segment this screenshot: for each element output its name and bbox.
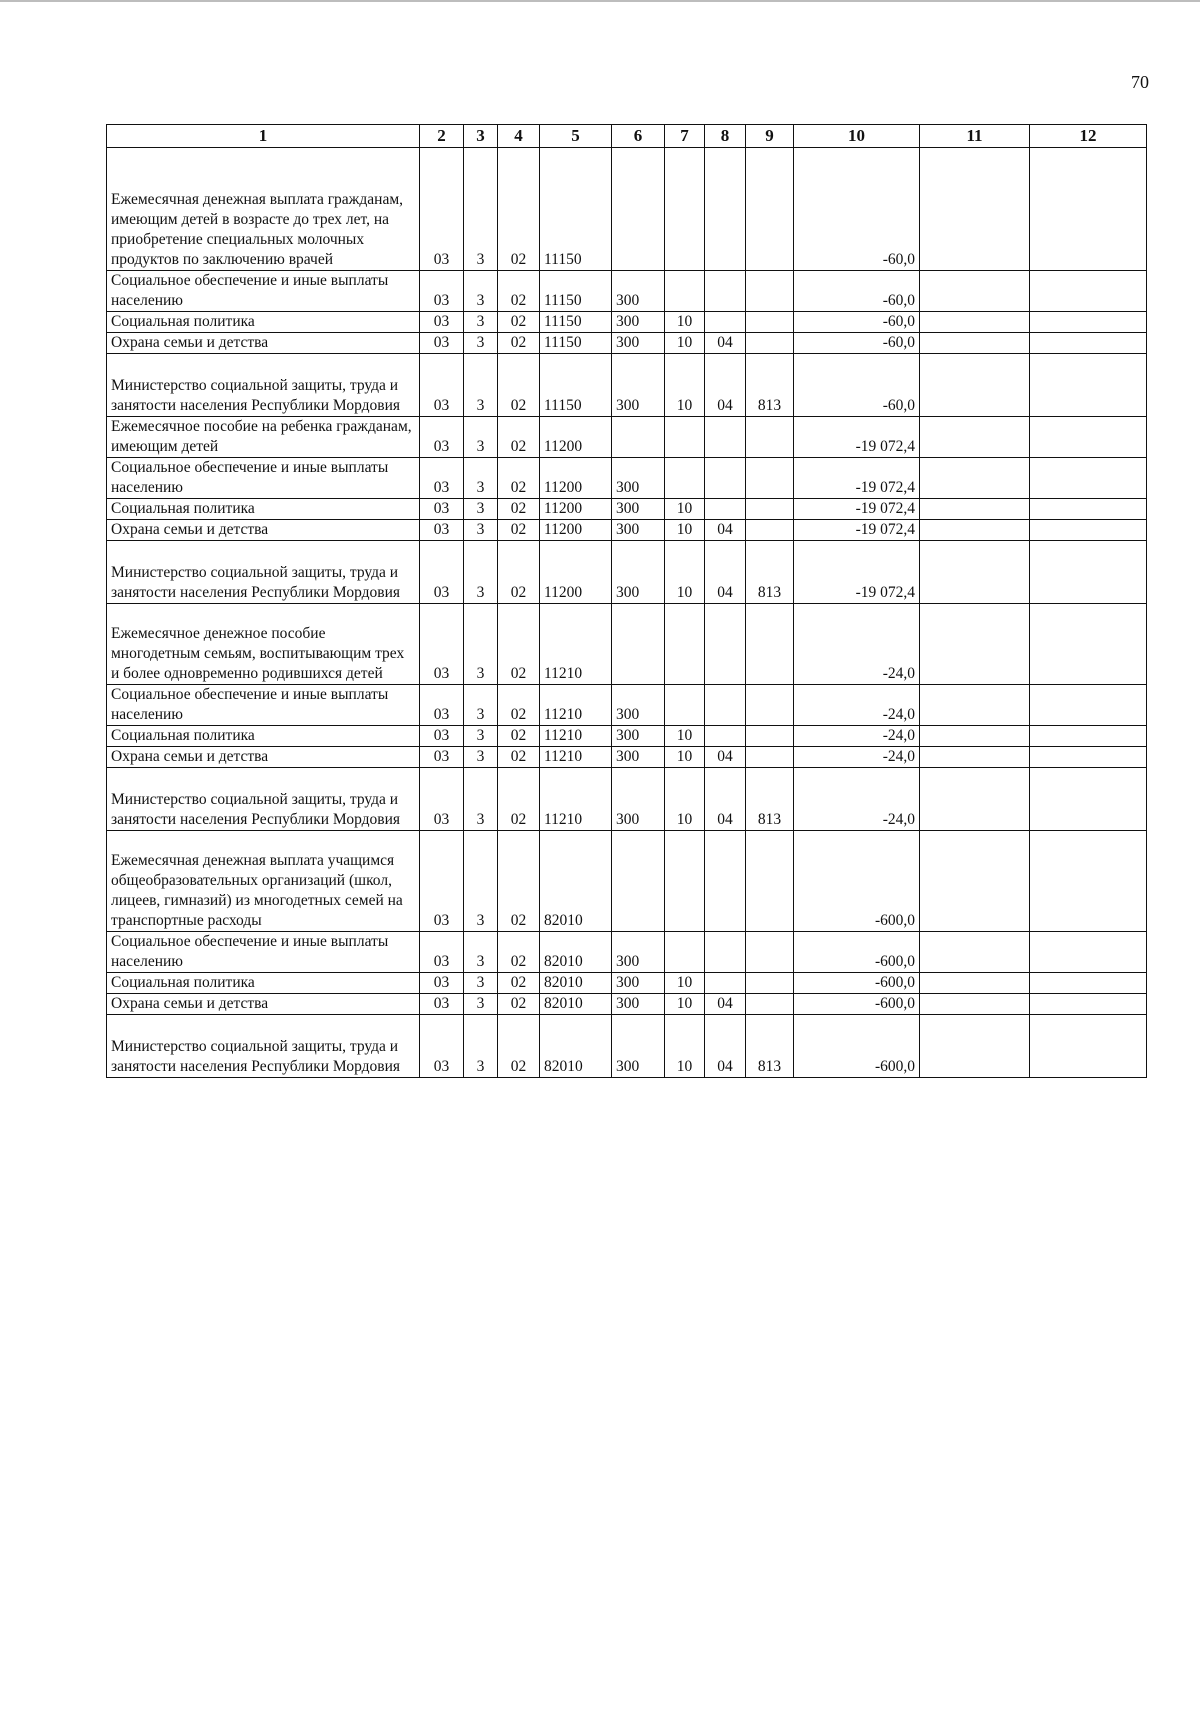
cell-col4: 02 <box>498 747 540 768</box>
cell-col5: 11200 <box>540 417 612 458</box>
cell-col4: 02 <box>498 604 540 685</box>
cell-col7: 10 <box>665 1015 705 1078</box>
cell-col4: 02 <box>498 520 540 541</box>
cell-col10: -60,0 <box>794 354 920 417</box>
cell-col12 <box>1030 417 1147 458</box>
cell-col4: 02 <box>498 768 540 831</box>
table-row <box>107 148 1147 271</box>
cell-col5: 11200 <box>540 458 612 499</box>
cell-col3: 3 <box>464 148 498 271</box>
cell-col3: 3 <box>464 932 498 973</box>
cell-col12 <box>1030 994 1147 1015</box>
cell-col7: 10 <box>665 520 705 541</box>
row-name: Министерство социальной защиты, труда и занятости населения Республики Мордовия <box>107 541 420 604</box>
cell-col6: 300 <box>612 458 665 499</box>
cell-col3: 3 <box>464 747 498 768</box>
cell-col2: 03 <box>420 541 464 604</box>
cell-col8 <box>705 271 746 312</box>
cell-col4: 02 <box>498 1015 540 1078</box>
cell-col3: 3 <box>464 271 498 312</box>
column-header-3: 3 <box>464 125 498 148</box>
cell-col11 <box>920 768 1030 831</box>
cell-col5: 11210 <box>540 768 612 831</box>
table-row <box>107 458 1147 499</box>
cell-col2: 03 <box>420 685 464 726</box>
cell-col3: 3 <box>464 312 498 333</box>
cell-col6: 300 <box>612 932 665 973</box>
cell-col6: 300 <box>612 333 665 354</box>
cell-col9: 813 <box>746 1015 794 1078</box>
cell-col10: -60,0 <box>794 148 920 271</box>
cell-col9 <box>746 747 794 768</box>
cell-col7: 10 <box>665 354 705 417</box>
cell-col2: 03 <box>420 333 464 354</box>
cell-col8 <box>705 685 746 726</box>
cell-col6: 300 <box>612 499 665 520</box>
cell-col10: -600,0 <box>794 932 920 973</box>
cell-col12 <box>1030 1015 1147 1078</box>
cell-col7 <box>665 458 705 499</box>
cell-col3: 3 <box>464 354 498 417</box>
cell-col7: 10 <box>665 768 705 831</box>
cell-col7 <box>665 932 705 973</box>
cell-col8: 04 <box>705 354 746 417</box>
cell-col4: 02 <box>498 994 540 1015</box>
cell-col10: -19 072,4 <box>794 520 920 541</box>
cell-col8: 04 <box>705 1015 746 1078</box>
table-row <box>107 1015 1147 1078</box>
table-row <box>107 312 1147 333</box>
cell-col11 <box>920 685 1030 726</box>
cell-col3: 3 <box>464 604 498 685</box>
cell-col11 <box>920 604 1030 685</box>
cell-col6: 300 <box>612 354 665 417</box>
cell-col4: 02 <box>498 312 540 333</box>
cell-col10: -19 072,4 <box>794 417 920 458</box>
cell-col3: 3 <box>464 994 498 1015</box>
row-name: Министерство социальной защиты, труда и занятости населения Республики Мордовия <box>107 768 420 831</box>
cell-col9 <box>746 271 794 312</box>
cell-col5: 11150 <box>540 333 612 354</box>
cell-col2: 03 <box>420 932 464 973</box>
table-row <box>107 520 1147 541</box>
cell-col10: -24,0 <box>794 726 920 747</box>
cell-col8: 04 <box>705 994 746 1015</box>
cell-col10: -600,0 <box>794 973 920 994</box>
cell-col2: 03 <box>420 768 464 831</box>
cell-col12 <box>1030 768 1147 831</box>
table-row <box>107 685 1147 726</box>
table-row <box>107 541 1147 604</box>
cell-col3: 3 <box>464 685 498 726</box>
table-row <box>107 499 1147 520</box>
row-name: Социальная политика <box>107 312 420 333</box>
cell-col7 <box>665 148 705 271</box>
cell-col4: 02 <box>498 541 540 604</box>
cell-col7: 10 <box>665 747 705 768</box>
cell-col11 <box>920 747 1030 768</box>
cell-col7 <box>665 271 705 312</box>
cell-col8 <box>705 726 746 747</box>
cell-col5: 11210 <box>540 685 612 726</box>
table-row <box>107 333 1147 354</box>
cell-col12 <box>1030 271 1147 312</box>
cell-col3: 3 <box>464 541 498 604</box>
cell-col12 <box>1030 148 1147 271</box>
cell-col11 <box>920 831 1030 932</box>
row-name: Ежемесячное пособие на ребенка гражданам, имеющим детей <box>107 417 420 458</box>
cell-col10: -19 072,4 <box>794 458 920 499</box>
cell-col3: 3 <box>464 768 498 831</box>
cell-col9 <box>746 994 794 1015</box>
cell-col7: 10 <box>665 726 705 747</box>
cell-col8 <box>705 932 746 973</box>
cell-col10: -600,0 <box>794 831 920 932</box>
row-name: Охрана семьи и детства <box>107 994 420 1015</box>
cell-col8: 04 <box>705 541 746 604</box>
cell-col8 <box>705 312 746 333</box>
cell-col7: 10 <box>665 333 705 354</box>
column-header-7: 7 <box>665 125 705 148</box>
cell-col7: 10 <box>665 994 705 1015</box>
cell-col2: 03 <box>420 831 464 932</box>
cell-col11 <box>920 312 1030 333</box>
cell-col11 <box>920 458 1030 499</box>
cell-col5: 11150 <box>540 148 612 271</box>
cell-col3: 3 <box>464 499 498 520</box>
table-row <box>107 994 1147 1015</box>
row-name: Охрана семьи и детства <box>107 520 420 541</box>
cell-col9 <box>746 312 794 333</box>
column-header-6: 6 <box>612 125 665 148</box>
column-header-11: 11 <box>920 125 1030 148</box>
cell-col3: 3 <box>464 520 498 541</box>
cell-col4: 02 <box>498 685 540 726</box>
cell-col8: 04 <box>705 768 746 831</box>
table-row <box>107 271 1147 312</box>
cell-col11 <box>920 354 1030 417</box>
table-body <box>107 148 1147 1078</box>
row-name: Ежемесячная денежная выплата гражданам, имеющим детей в возрасте до трех лет, на приобретение специальных молочных продуктов по заключению врачей <box>107 148 420 271</box>
cell-col12 <box>1030 541 1147 604</box>
cell-col4: 02 <box>498 333 540 354</box>
cell-col12 <box>1030 520 1147 541</box>
cell-col6 <box>612 604 665 685</box>
cell-col3: 3 <box>464 417 498 458</box>
cell-col5: 82010 <box>540 1015 612 1078</box>
cell-col12 <box>1030 499 1147 520</box>
cell-col6: 300 <box>612 994 665 1015</box>
row-name: Социальное обеспечение и иные выплаты населению <box>107 932 420 973</box>
table-row <box>107 932 1147 973</box>
row-name: Министерство социальной защиты, труда и занятости населения Республики Мордовия <box>107 1015 420 1078</box>
cell-col11 <box>920 148 1030 271</box>
cell-col6: 300 <box>612 747 665 768</box>
cell-col6: 300 <box>612 271 665 312</box>
cell-col9 <box>746 417 794 458</box>
cell-col10: -60,0 <box>794 333 920 354</box>
cell-col10: -19 072,4 <box>794 499 920 520</box>
cell-col10: -24,0 <box>794 604 920 685</box>
cell-col12 <box>1030 747 1147 768</box>
column-header-1: 1 <box>107 125 420 148</box>
cell-col3: 3 <box>464 726 498 747</box>
cell-col6: 300 <box>612 541 665 604</box>
cell-col5: 82010 <box>540 831 612 932</box>
row-name: Охрана семьи и детства <box>107 333 420 354</box>
row-name: Министерство социальной защиты, труда и занятости населения Республики Мордовия <box>107 354 420 417</box>
cell-col4: 02 <box>498 973 540 994</box>
cell-col9 <box>746 932 794 973</box>
cell-col6: 300 <box>612 312 665 333</box>
row-name: Социальная политика <box>107 973 420 994</box>
cell-col4: 02 <box>498 458 540 499</box>
cell-col5: 11150 <box>540 354 612 417</box>
cell-col4: 02 <box>498 271 540 312</box>
cell-col12 <box>1030 726 1147 747</box>
table-row <box>107 831 1147 932</box>
cell-col9 <box>746 604 794 685</box>
cell-col9: 813 <box>746 354 794 417</box>
cell-col9 <box>746 685 794 726</box>
cell-col2: 03 <box>420 271 464 312</box>
cell-col12 <box>1030 333 1147 354</box>
cell-col9 <box>746 458 794 499</box>
row-name: Социальная политика <box>107 499 420 520</box>
cell-col6: 300 <box>612 726 665 747</box>
cell-col4: 02 <box>498 831 540 932</box>
cell-col5: 11210 <box>540 726 612 747</box>
cell-col9: 813 <box>746 768 794 831</box>
row-name: Ежемесячная денежная выплата учащимся общеобразовательных организаций (школ, лицеев, гимназий) из многодетных семей на транспортные расходы <box>107 831 420 932</box>
cell-col7: 10 <box>665 499 705 520</box>
cell-col9 <box>746 499 794 520</box>
cell-col8: 04 <box>705 747 746 768</box>
cell-col4: 02 <box>498 354 540 417</box>
cell-col12 <box>1030 354 1147 417</box>
row-name: Социальное обеспечение и иные выплаты населению <box>107 458 420 499</box>
cell-col2: 03 <box>420 726 464 747</box>
cell-col2: 03 <box>420 312 464 333</box>
scan-edge <box>0 0 1200 2</box>
cell-col11 <box>920 726 1030 747</box>
cell-col8 <box>705 831 746 932</box>
cell-col4: 02 <box>498 148 540 271</box>
cell-col9 <box>746 148 794 271</box>
cell-col12 <box>1030 685 1147 726</box>
cell-col9 <box>746 520 794 541</box>
row-name: Социальная политика <box>107 726 420 747</box>
cell-col12 <box>1030 458 1147 499</box>
cell-col3: 3 <box>464 1015 498 1078</box>
cell-col2: 03 <box>420 520 464 541</box>
cell-col5: 11200 <box>540 499 612 520</box>
column-header-9: 9 <box>746 125 794 148</box>
cell-col11 <box>920 932 1030 973</box>
cell-col3: 3 <box>464 458 498 499</box>
cell-col8 <box>705 499 746 520</box>
cell-col5: 11200 <box>540 541 612 604</box>
row-name: Охрана семьи и детства <box>107 747 420 768</box>
cell-col2: 03 <box>420 458 464 499</box>
cell-col11 <box>920 333 1030 354</box>
cell-col12 <box>1030 312 1147 333</box>
cell-col5: 11150 <box>540 312 612 333</box>
cell-col2: 03 <box>420 994 464 1015</box>
cell-col11 <box>920 417 1030 458</box>
cell-col3: 3 <box>464 831 498 932</box>
cell-col10: -19 072,4 <box>794 541 920 604</box>
cell-col6: 300 <box>612 520 665 541</box>
cell-col7: 10 <box>665 312 705 333</box>
cell-col6: 300 <box>612 685 665 726</box>
cell-col7 <box>665 685 705 726</box>
cell-col5: 82010 <box>540 973 612 994</box>
table-row <box>107 747 1147 768</box>
column-header-10: 10 <box>794 125 920 148</box>
table-row <box>107 354 1147 417</box>
page-number: 70 <box>1131 72 1149 92</box>
cell-col8 <box>705 417 746 458</box>
cell-col11 <box>920 973 1030 994</box>
cell-col3: 3 <box>464 973 498 994</box>
cell-col8: 04 <box>705 520 746 541</box>
cell-col10: -24,0 <box>794 747 920 768</box>
cell-col6 <box>612 148 665 271</box>
cell-col12 <box>1030 831 1147 932</box>
row-name: Социальное обеспечение и иные выплаты населению <box>107 685 420 726</box>
cell-col8 <box>705 604 746 685</box>
cell-col4: 02 <box>498 726 540 747</box>
column-header-5: 5 <box>540 125 612 148</box>
cell-col9: 813 <box>746 541 794 604</box>
table-row <box>107 726 1147 747</box>
table-row <box>107 768 1147 831</box>
cell-col2: 03 <box>420 973 464 994</box>
cell-col4: 02 <box>498 417 540 458</box>
cell-col11 <box>920 499 1030 520</box>
cell-col9 <box>746 831 794 932</box>
cell-col5: 11210 <box>540 604 612 685</box>
cell-col7: 10 <box>665 973 705 994</box>
table-row <box>107 417 1147 458</box>
cell-col10: -24,0 <box>794 685 920 726</box>
cell-col3: 3 <box>464 333 498 354</box>
cell-col5: 82010 <box>540 994 612 1015</box>
table-row <box>107 604 1147 685</box>
cell-col8 <box>705 148 746 271</box>
cell-col6: 300 <box>612 1015 665 1078</box>
cell-col2: 03 <box>420 1015 464 1078</box>
cell-col11 <box>920 541 1030 604</box>
cell-col7 <box>665 417 705 458</box>
cell-col12 <box>1030 604 1147 685</box>
cell-col10: -24,0 <box>794 768 920 831</box>
table-row <box>107 973 1147 994</box>
header-row <box>107 125 1147 148</box>
cell-col5: 82010 <box>540 932 612 973</box>
cell-col6: 300 <box>612 768 665 831</box>
cell-col5: 11150 <box>540 271 612 312</box>
cell-col12 <box>1030 932 1147 973</box>
cell-col9 <box>746 333 794 354</box>
cell-col11 <box>920 271 1030 312</box>
cell-col9 <box>746 973 794 994</box>
cell-col10: -600,0 <box>794 1015 920 1078</box>
cell-col4: 02 <box>498 932 540 973</box>
cell-col11 <box>920 994 1030 1015</box>
cell-col2: 03 <box>420 747 464 768</box>
row-name: Ежемесячное денежное пособие многодетным семьям, воспитывающим трех и более одновременно родившихся детей <box>107 604 420 685</box>
cell-col4: 02 <box>498 499 540 520</box>
cell-col10: -60,0 <box>794 312 920 333</box>
cell-col8 <box>705 973 746 994</box>
cell-col10: -600,0 <box>794 994 920 1015</box>
cell-col5: 11200 <box>540 520 612 541</box>
column-header-4: 4 <box>498 125 540 148</box>
cell-col6 <box>612 417 665 458</box>
column-header-12: 12 <box>1030 125 1147 148</box>
cell-col7 <box>665 604 705 685</box>
cell-col6: 300 <box>612 973 665 994</box>
cell-col5: 11210 <box>540 747 612 768</box>
cell-col2: 03 <box>420 417 464 458</box>
cell-col2: 03 <box>420 148 464 271</box>
cell-col7: 10 <box>665 541 705 604</box>
cell-col9 <box>746 726 794 747</box>
cell-col2: 03 <box>420 604 464 685</box>
cell-col2: 03 <box>420 499 464 520</box>
cell-col8: 04 <box>705 333 746 354</box>
cell-col12 <box>1030 973 1147 994</box>
row-name: Социальное обеспечение и иные выплаты населению <box>107 271 420 312</box>
column-header-8: 8 <box>705 125 746 148</box>
cell-col10: -60,0 <box>794 271 920 312</box>
cell-col6 <box>612 831 665 932</box>
budget-table <box>106 124 1147 1078</box>
column-header-2: 2 <box>420 125 464 148</box>
cell-col2: 03 <box>420 354 464 417</box>
cell-col8 <box>705 458 746 499</box>
cell-col11 <box>920 1015 1030 1078</box>
cell-col7 <box>665 831 705 932</box>
cell-col11 <box>920 520 1030 541</box>
